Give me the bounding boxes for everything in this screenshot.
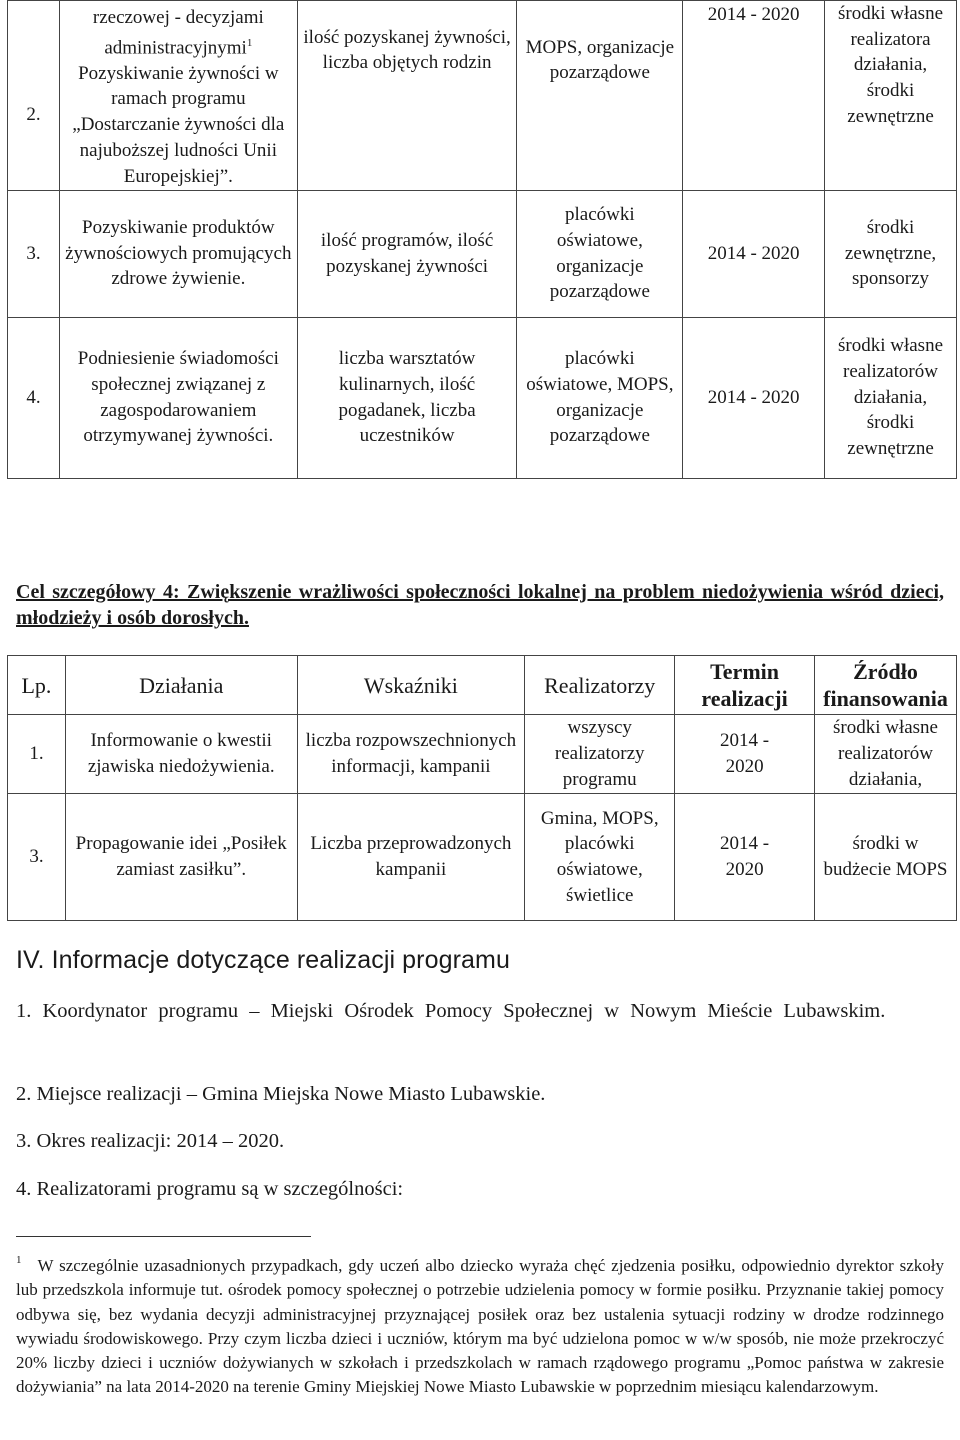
table-cell — [683, 190, 825, 317]
table-cell — [825, 190, 957, 317]
table-cell — [65, 794, 297, 921]
table-cell — [683, 317, 825, 478]
table-cell — [517, 317, 683, 478]
header-lp: Lp. — [8, 656, 66, 715]
indicator-text: ilość programów, ilość pozyskanej żywności — [320, 229, 494, 277]
table-cell — [683, 1, 825, 191]
table-cell — [65, 715, 297, 794]
indicator-text: liczba rozpowszechnionych informacji, kampanii — [305, 730, 517, 777]
table-row — [8, 317, 957, 478]
table-cell — [825, 1, 957, 191]
table-cell — [8, 794, 66, 921]
footnote-text: W szczególnie uzasadnionych przypadkach, gdy uczeń albo dziecko wyraża chęć zjedzenia posiłku, odpowiednio dyrektor szkoły lub przedszkola informuje tut. ośrodek pomocy społecznej o potrzebie udzielenia pomocy w formie posiłku. Przyznanie takiej pomocy odbywa się, bez wydania decyzji administracyjnej przyznającej posiłek oraz bez ustalenia sytuacji rodziny w drodze rodzinnego wywiadu środowiskowego. Przy czym liczba dzieci i uczniów, którym ma być udzielona pomoc w w/w sposób, nie może przekroczyć 20% liczby dzieci i uczniów dożywianych w szkołach i przedszkolach w ramach rządowego programu „Pomoc państwa w zakresie dożywiania” na lata 2014-2020 na terenie Gminy Miejskiej Nowe Miasto Lubawskie w poprzednim miesiącu kalendarzowym. — [16, 1256, 944, 1397]
table-row — [8, 190, 957, 317]
row-number: 3. — [26, 242, 41, 264]
funding-text: środki zewnętrzne, sponsorzy — [844, 216, 937, 290]
continued-text: rzeczowej - decyzjami administracyjnymi — [92, 7, 264, 59]
table-cell — [814, 794, 956, 921]
actions-table-goal3 — [7, 0, 957, 479]
header-funding: Źródło finansowania — [814, 656, 956, 715]
table-cell — [297, 715, 525, 794]
term-text: 2014 - 2020 — [720, 730, 770, 777]
section-heading: IV. Informacje dotyczące realizacji programu — [16, 946, 510, 974]
row-number: 1. — [29, 743, 44, 765]
term-text: 2014 - 2020 — [720, 833, 770, 880]
table-cell — [297, 794, 525, 921]
table-cell — [8, 715, 66, 794]
footnote-marker: 1 — [246, 36, 253, 49]
table-cell — [825, 317, 957, 478]
row-number: 3. — [29, 846, 44, 868]
header-actions: Działania — [65, 656, 297, 715]
action-text: Informowanie o kwestii zjawiska niedożywienia. — [87, 730, 275, 777]
header-executors: Realizatorzy — [525, 656, 675, 715]
table-cell — [525, 715, 675, 794]
table-cell — [517, 190, 683, 317]
paragraph-period: 3. Okres realizacji: 2014 – 2020. — [16, 1130, 285, 1152]
funding-text: środki własne realizatorów działania, środki zewnętrzne — [838, 335, 944, 460]
paragraph-coordinator: 1. Koordynator programu – Miejski Ośrodek Pomocy Społecznej w Nowym Mieście Lubawskim. — [16, 1000, 886, 1022]
table-cell — [675, 715, 815, 794]
paragraph-executors: 4. Realizatorami programu są w szczególności: — [16, 1178, 404, 1200]
footnote-number: 1 — [16, 1254, 22, 1266]
table-cell — [59, 190, 297, 317]
table-row — [8, 794, 957, 921]
action-text: Podniesienie świadomości społecznej związanej z zagospodarowaniem otrzymywanej żywności. — [77, 348, 279, 447]
row-number: 4. — [26, 386, 41, 408]
term-text: 2014 - 2020 — [707, 4, 800, 26]
term-text: 2014 - 2020 — [707, 242, 800, 264]
executors-text: wszyscy realizatorzy programu — [554, 717, 645, 790]
action-text: Propagowanie idei „Posiłek zamiast zasiłku”. — [75, 833, 287, 880]
funding-text: środki własne realizatorów działania, — [832, 717, 938, 790]
table-cell — [814, 715, 956, 794]
table-cell — [297, 317, 517, 478]
action-text: Pozyskiwanie produktów żywnościowych promujących zdrowe żywienie. — [65, 216, 292, 290]
row-number: 2. — [26, 104, 41, 126]
table-cell — [59, 1, 297, 191]
term-text: 2014 - 2020 — [707, 386, 800, 408]
header-indicators: Wskaźniki — [297, 656, 525, 715]
table-cell — [517, 1, 683, 191]
table-row — [8, 715, 957, 794]
indicator-text: liczba warsztatów kulinarnych, ilość pogadanek, liczba uczestników — [338, 348, 476, 447]
executors-text: MOPS, organizacje pozarządowe — [525, 36, 675, 84]
header-term: Termin realizacji — [675, 656, 815, 715]
footnote — [16, 1248, 944, 1400]
funding-text: środki własne realizatora działania, środki zewnętrzne — [838, 3, 944, 127]
action-text: Pozyskiwanie żywności w ramach programu „Dostarczanie żywności dla najuboższej ludności Unii Europejskiej”. — [72, 62, 285, 187]
goal-heading — [16, 579, 944, 631]
table-cell — [525, 794, 675, 921]
table-cell — [8, 190, 60, 317]
executors-text: placówki oświatowe, organizacje pozarządowe — [549, 204, 650, 303]
table-cell — [297, 190, 517, 317]
table-cell — [675, 794, 815, 921]
paragraph-location: 2. Miejsce realizacji – Gmina Miejska Nowe Miasto Lubawskie. — [16, 1083, 546, 1105]
indicator-text: ilość pozyskanej żywności, liczba objętych rodzin — [303, 26, 511, 74]
indicator-text: Liczba przeprowadzonych kampanii — [310, 833, 512, 880]
table-cell — [297, 1, 517, 191]
table-cell — [59, 317, 297, 478]
goal-heading-text: Cel szczegółowy 4: Zwiększenie wrażliwości społeczności lokalnej na problem niedożywienia wśród dzieci, młodzieży i osób dorosłych. — [16, 581, 944, 629]
executors-text: placówki oświatowe, MOPS, organizacje pozarządowe — [526, 348, 674, 447]
actions-table-goal4 — [7, 655, 957, 921]
table-cell — [8, 1, 60, 191]
table-header-row — [8, 656, 957, 715]
table-cell — [8, 317, 60, 478]
footnote-separator — [16, 1236, 311, 1237]
funding-text: środki w budżecie MOPS — [823, 833, 948, 880]
executors-text: Gmina, MOPS, placówki oświatowe, świetlice — [540, 807, 659, 906]
